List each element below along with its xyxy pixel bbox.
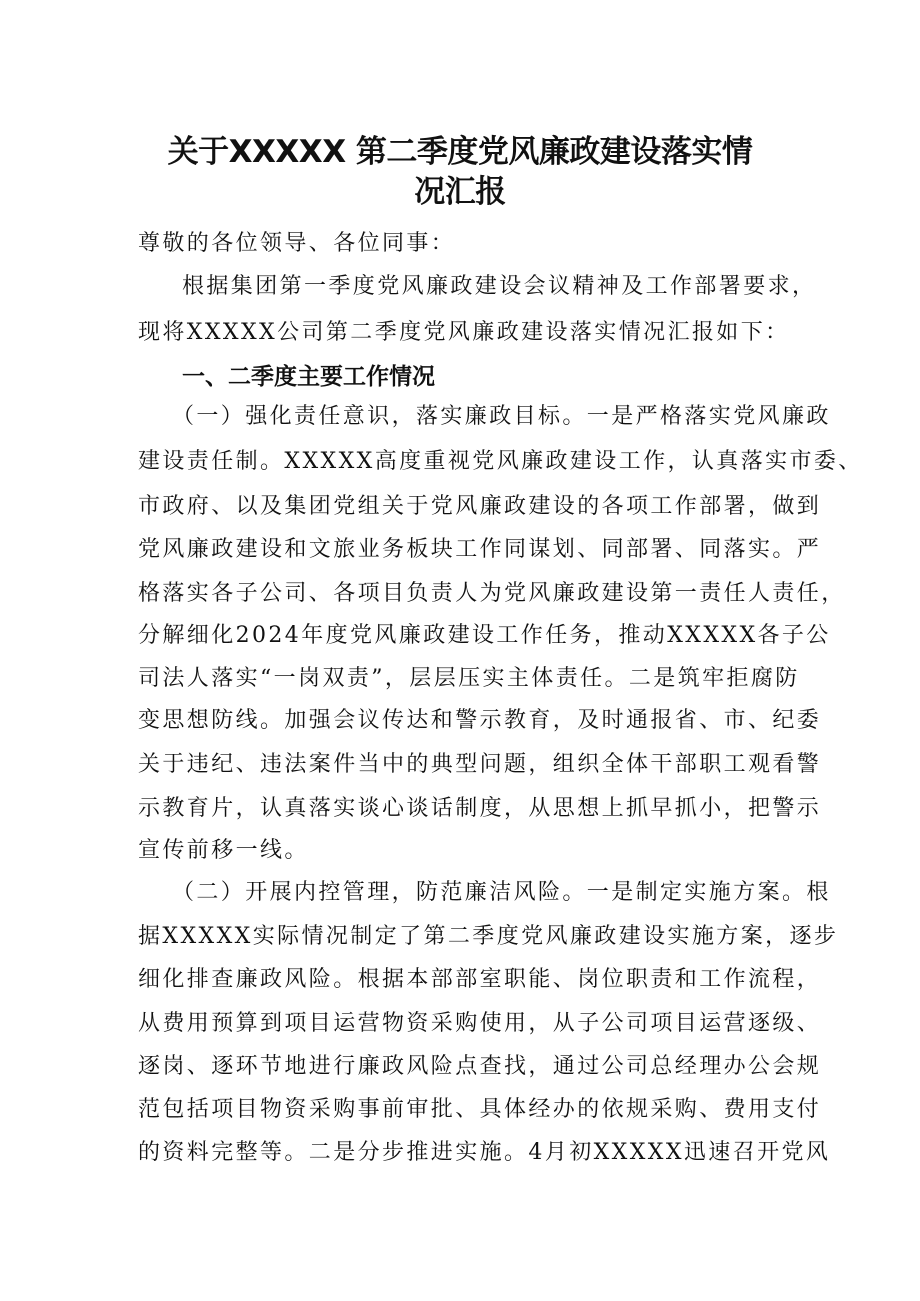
paragraph-line: 范包括项目物资采购事前审批、具体经办的依规采购、费用支付 (138, 1097, 822, 1122)
intro-line: 根据集团第一季度党风廉政建设会议精神及工作部署要求， (182, 274, 817, 299)
paragraph-line: 市政府、以及集团党组关于党风廉政建设的各项工作部署，做到 (138, 494, 822, 519)
intro-line: 现将XXXXX公司第二季度党风廉政建设落实情况汇报如下： (138, 320, 790, 345)
paragraph-line: 司法人落实“一岗双责”，层层压实主体责任。二是筑牢拒腐防 (138, 666, 800, 691)
paragraph-line: 示教育片，认真落实谈心谈话制度，从思想上抓早抓小，把警示 (138, 796, 822, 821)
paragraph-line: 据XXXXX实际情况制定了第二季度党风廉政建设实施方案，逐步 (138, 924, 839, 949)
paragraph-line: 的资料完整等。二是分步推进实施。4月初XXXXX迅速召开党风 (138, 1140, 831, 1165)
paragraph-line: 建设责任制。XXXXX高度重视党风廉政建设工作，认真落实市委、 (138, 449, 863, 474)
paragraph-line: （二）开展内控管理，防范廉洁风险。一是制定实施方案。根 (172, 880, 831, 905)
paragraph-line: 党风廉政建设和文旅业务板块工作同谋划、同部署、同落实。严 (138, 537, 822, 562)
salutation: 尊敬的各位领导、各位同事： (138, 231, 456, 256)
section-heading: 一、二季度主要工作情况 (182, 364, 435, 390)
paragraph-line: 变思想防线。加强会议传达和警示教育，及时通报省、市、纪委 (138, 708, 822, 733)
paragraph-line: 格落实各子公司、各项目负责人为党风廉政建设第一责任人责任， (138, 581, 846, 606)
paragraph-line: （一）强化责任意识，落实廉政目标。一是严格落实党风廉政 (172, 404, 831, 429)
document-title-line-1: 关于XXXXX 第二季度党风廉政建设落实情 (167, 134, 753, 170)
paragraph-line: 关于违纪、违法案件当中的典型问题，组织全体干部职工观看警 (138, 752, 822, 777)
paragraph-line: 宣传前移一线。 (138, 838, 309, 863)
paragraph-line: 分解细化2024年度党风廉政建设工作任务，推动XXXXX各子公 (138, 623, 831, 648)
paragraph-line: 逐岗、逐环节地进行廉政风险点查找，通过公司总经理办公会规 (138, 1054, 822, 1079)
paragraph-line: 从费用预算到项目运营物资采购使用，从子公司项目运营逐级、 (138, 1011, 822, 1036)
paragraph-line: 细化排查廉政风险。根据本部部室职能、岗位职责和工作流程， (138, 967, 822, 992)
document-title-line-2: 况汇报 (414, 174, 506, 210)
